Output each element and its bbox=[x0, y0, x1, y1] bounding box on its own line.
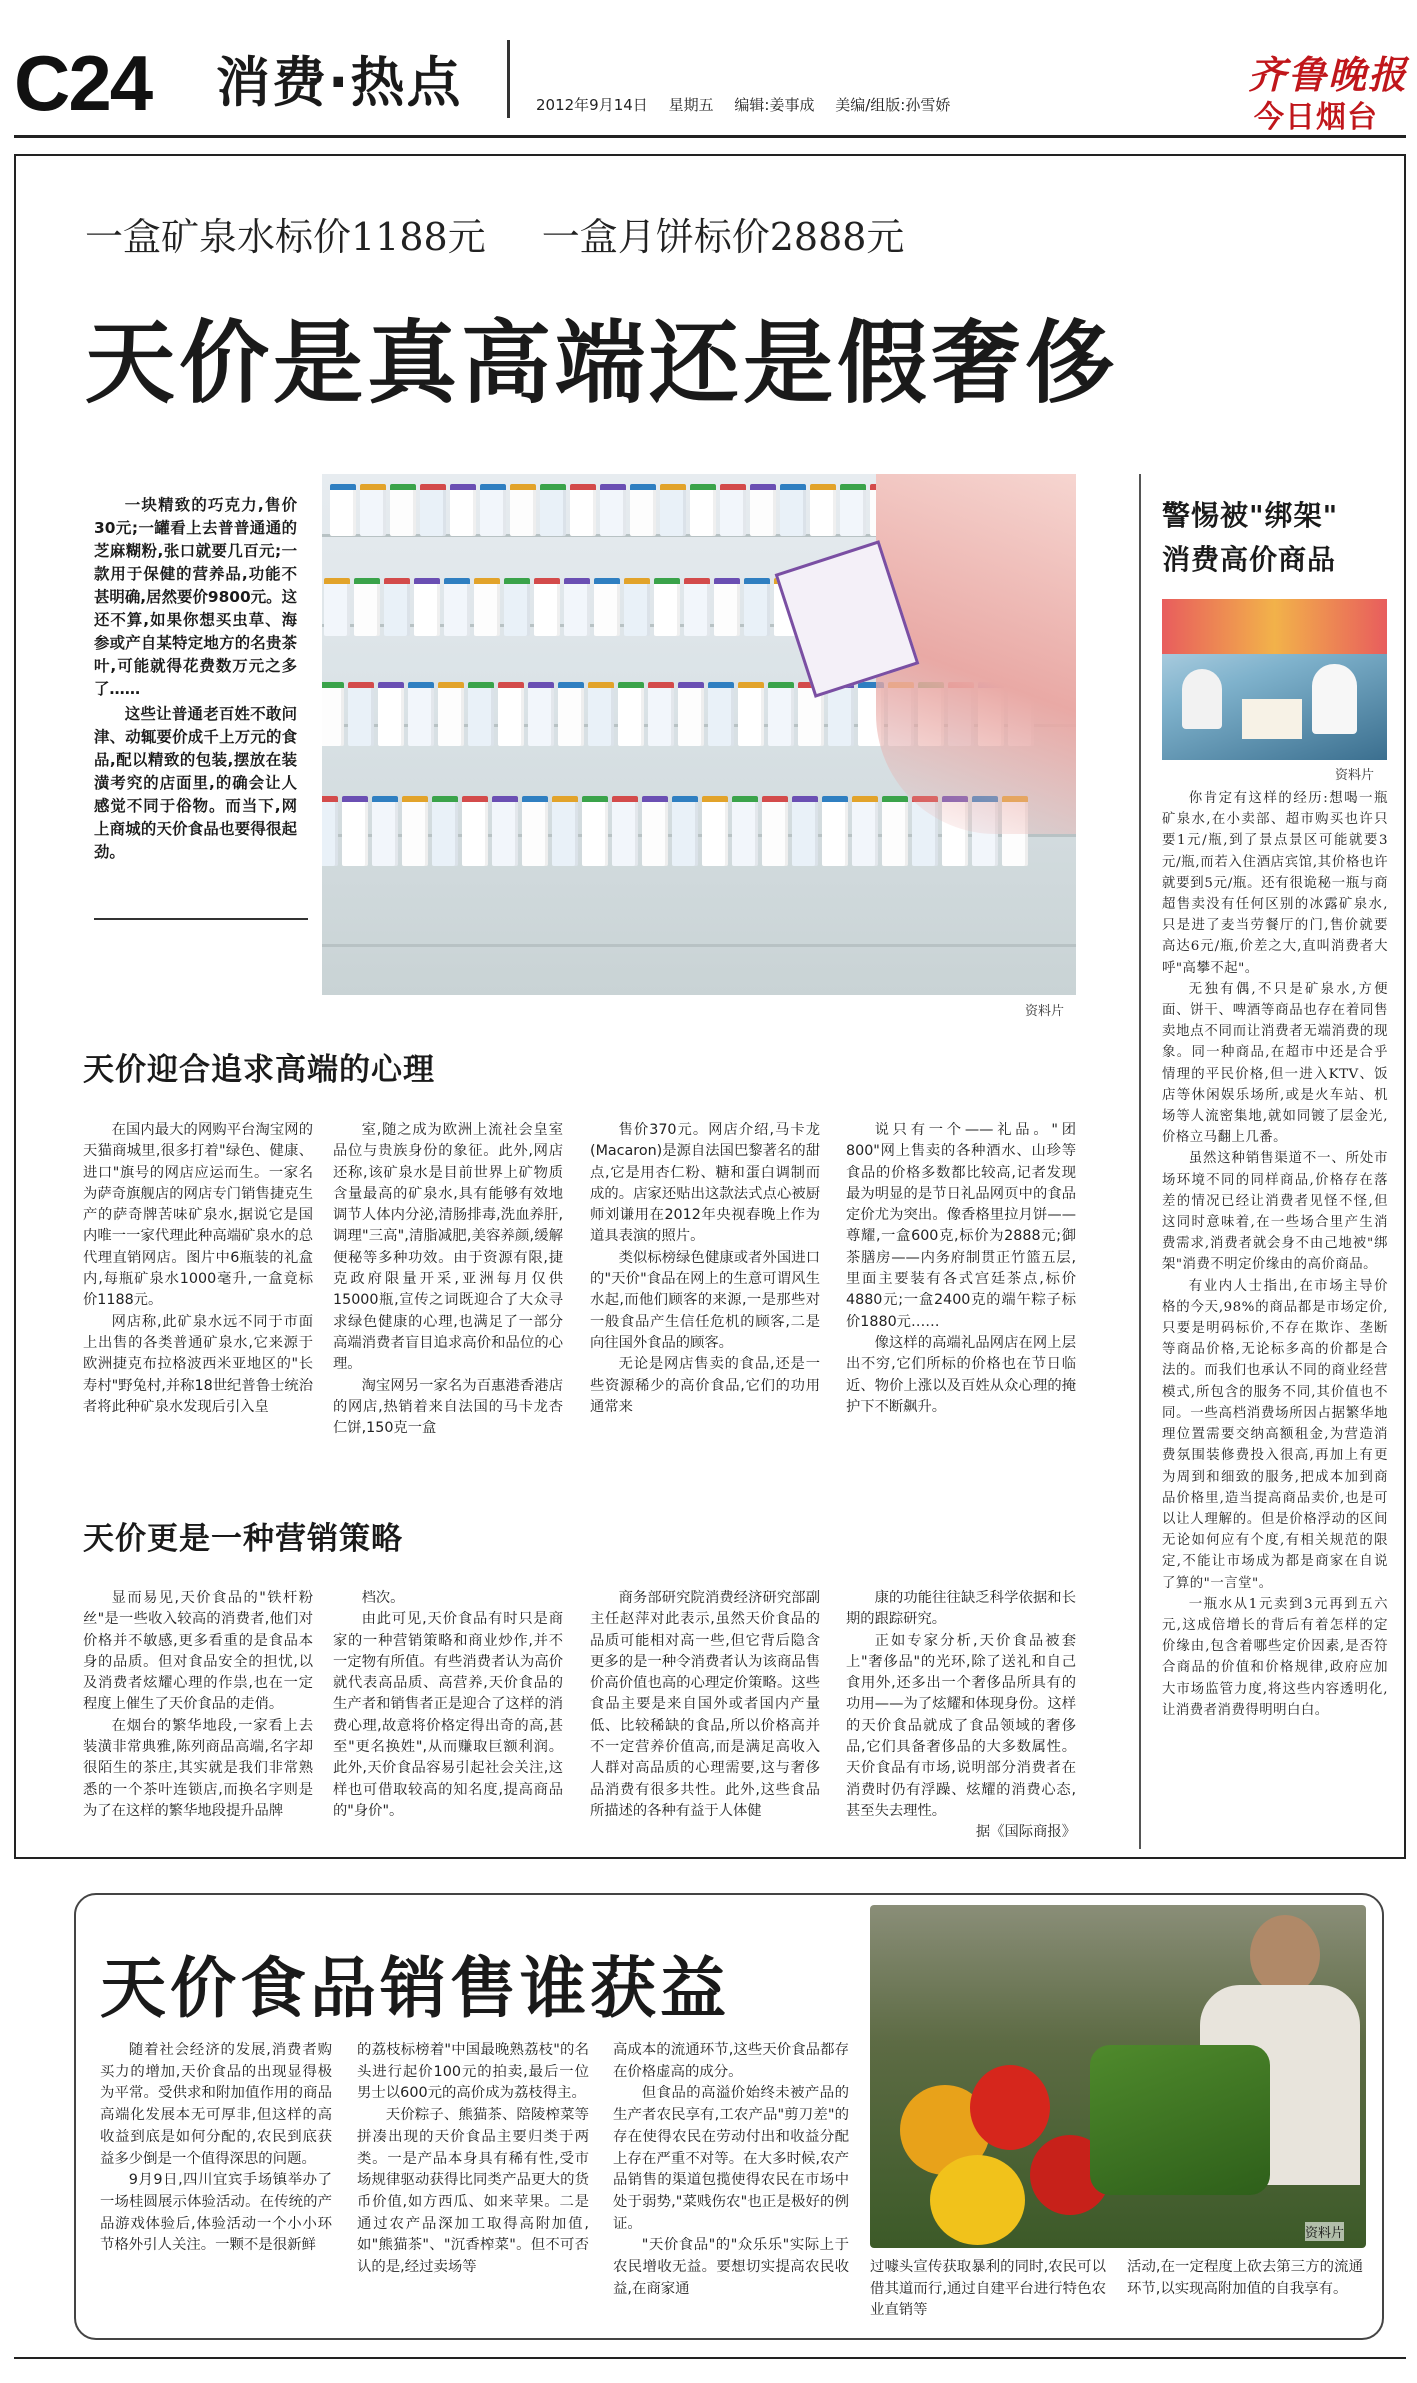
milk-carton bbox=[762, 796, 788, 866]
milk-carton bbox=[642, 796, 668, 866]
milk-carton bbox=[744, 578, 770, 636]
milk-carton bbox=[810, 484, 836, 536]
section1-column bbox=[590, 1120, 820, 1418]
article-paragraph: 商务部研究院消费经济研究部副主任赵萍对此表示,虽然天价食品的品质可能相对高一些,但它背后隐含更多的是一种令消费者认为该商品售价高价值也高的心理定价策略。这些食品主要是来自国外或者国内产量低、比较稀缺的食品,所以价格高并不一定营养价值高,而是满足高收入人群对高品质的心理需要,这与奢侈品消费有很多共性。此外,这些食品所描述的各种有益于人体健 bbox=[590, 1590, 820, 1819]
milk-carton bbox=[390, 484, 416, 536]
milk-carton bbox=[474, 578, 500, 636]
section1-column bbox=[333, 1120, 563, 1439]
milk-carton bbox=[480, 484, 506, 536]
milk-carton bbox=[468, 682, 494, 746]
page-bottom-rule bbox=[14, 2357, 1406, 2359]
milk-carton bbox=[378, 682, 404, 746]
shop-counter-photo bbox=[1162, 599, 1387, 760]
section2-column bbox=[846, 1588, 1076, 1844]
milk-carton bbox=[540, 484, 566, 536]
milk-carton bbox=[792, 796, 818, 866]
sidebar-paragraph: 你肯定有这样的经历:想喝一瓶矿泉水,在小卖部、超市购买也许只要1元/瓶,到了景点景区可能就要3元/瓶,而若入住酒店宾馆,其价格也许就要到5元/瓶。还有很诡秘一瓶与商超售卖没有任何区别的冰露矿泉水,只是进了麦当劳餐厅的门,售价就要高达6元/瓶,价差之大,直叫消费者大呼"高攀不起"。 bbox=[1162, 791, 1388, 976]
article-paragraph: 说只有一个——礼品。"团800"网上售卖的各种酒水、山珍等食品的价格多数都比较高,记者发现最为明显的是节日礼品网页中的食品定价尤为突出。像香格里拉月饼——尊耀,一盒600克,标价为2888元;御茶膳房——内务府制贯正竹篮五层,里面主要装有各式宫廷茶点,标价4880元;一盒2400克的端午粽子标价1880元…… bbox=[846, 1122, 1076, 1330]
sidebar-title bbox=[1162, 494, 1338, 582]
article-paragraph: 在国内最大的网购平台淘宝网的天猫商城里,很多打着"绿色、健康、进口"旗号的网店应运而生。一家名为萨奇旗舰店的网店专门销售捷克生产的萨奇牌苦味矿泉水,据说它是国内唯一一家代理此种高端矿泉水的总代理直销网店。图片中6瓶装的礼盒内,每瓶矿泉水1000毫升,一盒竟标价1188元。 bbox=[83, 1122, 313, 1309]
milk-carton bbox=[414, 578, 440, 636]
milk-carton bbox=[522, 796, 548, 866]
article-paragraph: 档次。 bbox=[361, 1590, 405, 1606]
lead-rule bbox=[94, 918, 308, 920]
sidebar-paragraph: 一瓶水从1元卖到3元再到五六元,这成倍增长的背后有着怎样的定价缘由,包含着哪些定价因素,是否符合商品的价值和价格规律,政府应加大市场监管力度,将这些内容透明化,让消费者消费得明明白白。 bbox=[1162, 1596, 1388, 1718]
bottom-column bbox=[870, 2257, 1106, 2322]
milk-carton bbox=[708, 682, 734, 746]
milk-carton bbox=[600, 484, 626, 536]
sidebar-divider bbox=[1139, 474, 1141, 1849]
milk-carton bbox=[768, 682, 794, 746]
milk-carton bbox=[570, 484, 596, 536]
milk-carton bbox=[438, 682, 464, 746]
milk-carton bbox=[342, 796, 368, 866]
milk-carton bbox=[322, 682, 344, 746]
lead-paragraph-1: 一块精致的巧克力,售价30元;一罐看上去普普通通的芝麻糊粉,张口就要几百元;一款用于保健的营养品,功能不甚明确,居然要价9800元。这还不算,如果你想买虫草、海参或产自某特定地方的名贵茶叶,可能就得花费数万元之多了…… bbox=[94, 496, 297, 698]
section2-column bbox=[590, 1588, 820, 1822]
milk-carton bbox=[612, 796, 638, 866]
editor-credit: 编辑:姜事成 bbox=[734, 96, 815, 114]
milk-carton bbox=[564, 578, 590, 636]
issue-date: 2012年9月14日 bbox=[536, 96, 648, 114]
milk-carton bbox=[322, 796, 338, 866]
bottom-paragraph: 9月9日,四川宜宾手场镇举办了一场桂圆展示体验活动。在传统的产品游戏体验后,体验活动一个小小环节格外引人关注。一颗不是很新鲜 bbox=[100, 2172, 332, 2254]
sidebar-paragraph: 有业内人士指出,在市场主导价格的今天,98%的商品都是市场定价,只要是明码标价,不存在欺诈、垄断等商品价格,无论标多高的价都是合法的。而我们也承认不同的商业经营模式,所包含的服务不同,其价值也不同。一些高档消费场所因占据繁华地理位置需要交纳高额租金,为营造消费氛围装修费投入很高,再加上有更为周到和细致的服务,把成本加到商品价格里,造当提高商品卖价,也是可以让人理解的。但是价格浮动的区间无论如何应有个度,有相关规范的限定,不能让市场成为都是商家在自说了算的"一言堂"。 bbox=[1162, 1278, 1388, 1591]
milk-carton bbox=[528, 682, 554, 746]
milk-carton bbox=[534, 578, 560, 636]
milk-carton bbox=[498, 682, 524, 746]
designer-credit: 美编/组版:孙雪娇 bbox=[835, 96, 951, 114]
milk-carton bbox=[702, 796, 728, 866]
milk-carton bbox=[720, 484, 746, 536]
main-photo-caption: 资料片 bbox=[1025, 1004, 1065, 1019]
article-paragraph: 正如专家分析,天价食品被套上"奢侈品"的光环,除了送礼和自己食用外,还多出一个奢侈品所具有的功用——为了炫耀和体现身份。这样的天价食品就成了食品领域的奢侈品,它们具备奢侈品的大多数属性。天价食品有市场,说明部分消费者在消费时仍有浮躁、炫耀的消费心态,甚至失去理性。 bbox=[846, 1632, 1076, 1819]
bottom-photo-caption: 资料片 bbox=[1305, 2222, 1344, 2241]
masthead bbox=[0, 0, 1417, 135]
milk-carton bbox=[582, 796, 608, 866]
section1-column bbox=[846, 1120, 1076, 1418]
article-source: 据《国际商报》 bbox=[975, 1824, 1076, 1841]
milk-carton bbox=[450, 484, 476, 536]
subhead-left: 一盒矿泉水标价1188元 bbox=[85, 215, 486, 259]
milk-carton bbox=[402, 796, 428, 866]
article-paragraph: 淘宝网另一家名为百惠港香港店的网店,热销着来自法国的马卡龙杏仁饼,150克一盒 bbox=[333, 1377, 563, 1437]
milk-carton bbox=[558, 682, 584, 746]
milk-carton bbox=[822, 796, 848, 866]
milk-carton bbox=[750, 484, 776, 536]
milk-carton bbox=[594, 578, 620, 636]
bottom-paragraph: 随着社会经济的发展,消费者购买力的增加,天价食品的出现显得极为平常。受供求和附加值作用的商品高端化发展本无可厚非,但这样的高收益到底是如何分配的,农民到底获益多少倒是一个值得深思的问题。 bbox=[100, 2042, 332, 2167]
milk-carton bbox=[624, 578, 650, 636]
milk-carton bbox=[348, 682, 374, 746]
article-paragraph: 类似标榜绿色健康或者外国进口的"天价"食品在网上的生意可谓风生水起,而他们顾客的来源,一是那些对一般食品产生信任危机的顾客,二是向往国外食品的顾客。 bbox=[590, 1249, 820, 1351]
issue-weekday: 星期五 bbox=[668, 96, 714, 114]
bottom-column bbox=[357, 2040, 589, 2279]
section1-title: 天价迎合追求高端的心理 bbox=[83, 1052, 435, 1088]
sidebar-photo-caption: 资料片 bbox=[1335, 768, 1375, 783]
sidebar-paragraph: 虽然这种销售渠道不一、所处市场环境不同的同样商品,价格存在落差的情况已经让消费者见怪不怪,但这同时意味着,在一些场合里产生消费需求,消费者就会身不由己地被"绑架"消费不明定价缘由的高价商品。 bbox=[1162, 1151, 1388, 1273]
bottom-paragraph: 活动,在一定程度上砍去第三方的流通环节,以实现高附加值的自我享有。 bbox=[1127, 2259, 1363, 2297]
milk-carton bbox=[618, 682, 644, 746]
milk-carton bbox=[738, 682, 764, 746]
milk-carton bbox=[882, 796, 908, 866]
milk-carton bbox=[432, 796, 458, 866]
bottom-paragraph: 过噱头宣传获取暴利的同时,农民可以借其道而行,通过自建平台进行特色农业直销等 bbox=[870, 2259, 1106, 2319]
article-paragraph: 显而易见,天价食品的"铁杆粉丝"是一些收入较高的消费者,他们对价格并不敏感,更多看重的是食品本身的品质。但对食品安全的担忧,以及消费者炫耀心理的作祟,也在一定程度上催生了天价食品的走俏。 bbox=[83, 1590, 313, 1713]
vegetable-stall-photo bbox=[870, 1905, 1366, 2248]
bottom-headline: 天价食品销售谁获益 bbox=[100, 1950, 730, 2027]
section1-column bbox=[83, 1120, 313, 1418]
milk-carton bbox=[714, 578, 740, 636]
milk-carton bbox=[552, 796, 578, 866]
edition-name: 今日烟台 bbox=[1254, 100, 1378, 135]
feature-headline: 天价是真高端还是假奢侈 bbox=[85, 311, 1119, 416]
section-title: 消费·热点 bbox=[216, 51, 463, 114]
milk-carton bbox=[408, 682, 434, 746]
milk-carton bbox=[372, 796, 398, 866]
milk-carton bbox=[660, 484, 686, 536]
milk-carton bbox=[444, 578, 470, 636]
bottom-paragraph: 高成本的流通环节,这些天价食品都存在价格虚高的成分。 bbox=[613, 2042, 849, 2080]
article-paragraph: 像这样的高端礼品网店在网上层出不穷,它们所标的价格也在节日临近、物价上涨以及百姓从众心理的掩护下不断飙升。 bbox=[846, 1334, 1076, 1415]
milk-carton bbox=[840, 484, 866, 536]
subhead-right: 一盒月饼标价2888元 bbox=[541, 215, 905, 259]
milk-carton bbox=[672, 796, 698, 866]
milk-carton bbox=[360, 484, 386, 536]
milk-carton bbox=[492, 796, 518, 866]
bottom-paragraph: 天价粽子、熊猫茶、陪陵榨菜等拼凑出现的天价食品主要归类于两类。一是产品本身具有稀有性,受市场规律驱动获得比同类产品更大的货币价值,如方西瓜、如来苹果。二是通过农产品深加工取得高附加值,如"熊猫茶"、"沉香榨菜"。但不可否认的是,经过卖场等 bbox=[357, 2107, 589, 2276]
bottom-paragraph: 但食品的高溢价始终未被产品的生产者农民享有,工农产品"剪刀差"的存在使得农民在劳动付出和收益分配上存在严重不对等。在大多时候,农产品销售的渠道包揽使得农民在市场中处于弱势,"菜贱伤农"也正是极好的例证。 bbox=[613, 2085, 849, 2232]
sidebar-title-line1: 警惕被"绑架" bbox=[1162, 499, 1339, 532]
milk-carton bbox=[684, 578, 710, 636]
section2-title: 天价更是一种营销策略 bbox=[83, 1521, 403, 1557]
newspaper-logo: 齐鲁晚报 bbox=[1248, 52, 1409, 97]
issue-info bbox=[536, 94, 966, 115]
milk-carton bbox=[504, 578, 530, 636]
feature-subheadline bbox=[85, 206, 904, 261]
article-paragraph: 由此可见,天价食品有时只是商家的一种营销策略和商业炒作,并不一定物有所值。有些消费者认为高价就代表高品质、高营养,天价食品的生产者和销售者正是迎合了这样的消费心理,故意将价格定得出奇的高,甚至"更名换姓",从而赚取巨额利润。此外,天价食品容易引起社会关注,这样也可借取较高的知名度,提高商品的"身价"。 bbox=[333, 1611, 563, 1819]
milk-carton bbox=[654, 578, 680, 636]
masthead-divider bbox=[507, 40, 510, 118]
bottom-paragraph: "天价食品"的"众乐乐"实际上于农民增收无益。要想切实提高农民收益,在商家通 bbox=[613, 2237, 849, 2297]
milk-carton bbox=[588, 682, 614, 746]
article-paragraph: 在烟台的繁华地段,一家看上去装潢非常典雅,陈列商品高端,名字却很陌生的茶庄,其实就是我们非常熟悉的一个茶叶连锁店,而换名字则是为了在这样的繁华地段提升品牌 bbox=[83, 1717, 313, 1819]
milk-carton bbox=[420, 484, 446, 536]
milk-carton bbox=[852, 796, 878, 866]
milk-carton bbox=[630, 484, 656, 536]
milk-carton bbox=[510, 484, 536, 536]
bottom-column bbox=[100, 2040, 332, 2257]
milk-carton bbox=[324, 578, 350, 636]
masthead-rule bbox=[14, 135, 1406, 138]
article-paragraph: 售价370元。网店介绍,马卡龙(Macaron)是源自法国巴黎著名的甜点,它是用杏仁粉、糖和蛋白调制而成的。店家还贴出这款法式点心被厨师刘谦用在2012年央视春晚上作为道具表演的照片。 bbox=[590, 1122, 820, 1245]
milk-carton bbox=[780, 484, 806, 536]
sidebar-title-line2: 消费高价商品 bbox=[1162, 543, 1337, 576]
section2-column bbox=[83, 1588, 313, 1822]
sidebar-paragraph: 无独有偶,不只是矿泉水,方便面、饼干、啤酒等商品也存在着同售卖地点不同而让消费者无端消费的现象。同一种商品,在超市中还是合乎情理的平民价格,但一进入KTV、饭店等休闲娱乐场所,或是火车站、机场等人流密集地,就如同镀了层金光,价格立马翻上几番。 bbox=[1162, 981, 1388, 1146]
milk-carton bbox=[648, 682, 674, 746]
article-paragraph: 无论是网店售卖的食品,还是一些资源稀少的高价食品,它们的功用通常来 bbox=[590, 1356, 820, 1415]
milk-carton bbox=[384, 578, 410, 636]
article-paragraph: 网店称,此矿泉水远不同于市面上出售的各类普通矿泉水,它来源于欧洲捷克布拉格波西米亚地区的"长寿村"野兔村,并称18世纪普鲁士统治者将此种矿泉水发现后引入皇 bbox=[83, 1313, 313, 1415]
lead-paragraph-2: 这些让普通老百姓不敢问津、动辄要价成千上万元的食品,配以精致的包装,摆放在装潢考究的店面里,的确会让人感觉不同于俗物。而当下,网上商城的天价食品也要得很起劲。 bbox=[94, 705, 297, 861]
milk-carton bbox=[354, 578, 380, 636]
lead-paragraph bbox=[94, 494, 297, 864]
section2-column bbox=[333, 1588, 563, 1822]
page-number: C24 bbox=[14, 39, 152, 127]
bottom-column bbox=[1127, 2257, 1363, 2300]
supermarket-shelf-photo bbox=[322, 474, 1076, 995]
milk-carton bbox=[690, 484, 716, 536]
milk-carton bbox=[732, 796, 758, 866]
milk-carton bbox=[330, 484, 356, 536]
milk-carton bbox=[462, 796, 488, 866]
bottom-paragraph: 的荔枝标榜着"中国最晚熟荔枝"的名头进行起价100元的拍卖,最后一位男士以600元的高价成为荔枝得主。 bbox=[357, 2042, 589, 2102]
bottom-column bbox=[613, 2040, 849, 2300]
article-paragraph: 康的功能往往缺乏科学依据和长期的跟踪研究。 bbox=[846, 1590, 1076, 1628]
article-paragraph: 室,随之成为欧洲上流社会皇室品位与贵族身份的象征。此外,网店还称,该矿泉水是目前世界上矿物质含量最高的矿泉水,具有能够有效地调节人体内分泌,清肠排毒,洗血养肝,调理"三高",清脂减肥,美容养颜,缓解便秘等多种功效。由于资源有限,捷克政府限量开采,亚洲每月仅供15000瓶,宣传之词既迎合了大众寻求绿色健康的心理,也满足了一部分高端消费者盲目追求高价和品位的心理。 bbox=[333, 1122, 563, 1373]
sidebar-article bbox=[1162, 788, 1388, 1721]
milk-carton bbox=[678, 682, 704, 746]
